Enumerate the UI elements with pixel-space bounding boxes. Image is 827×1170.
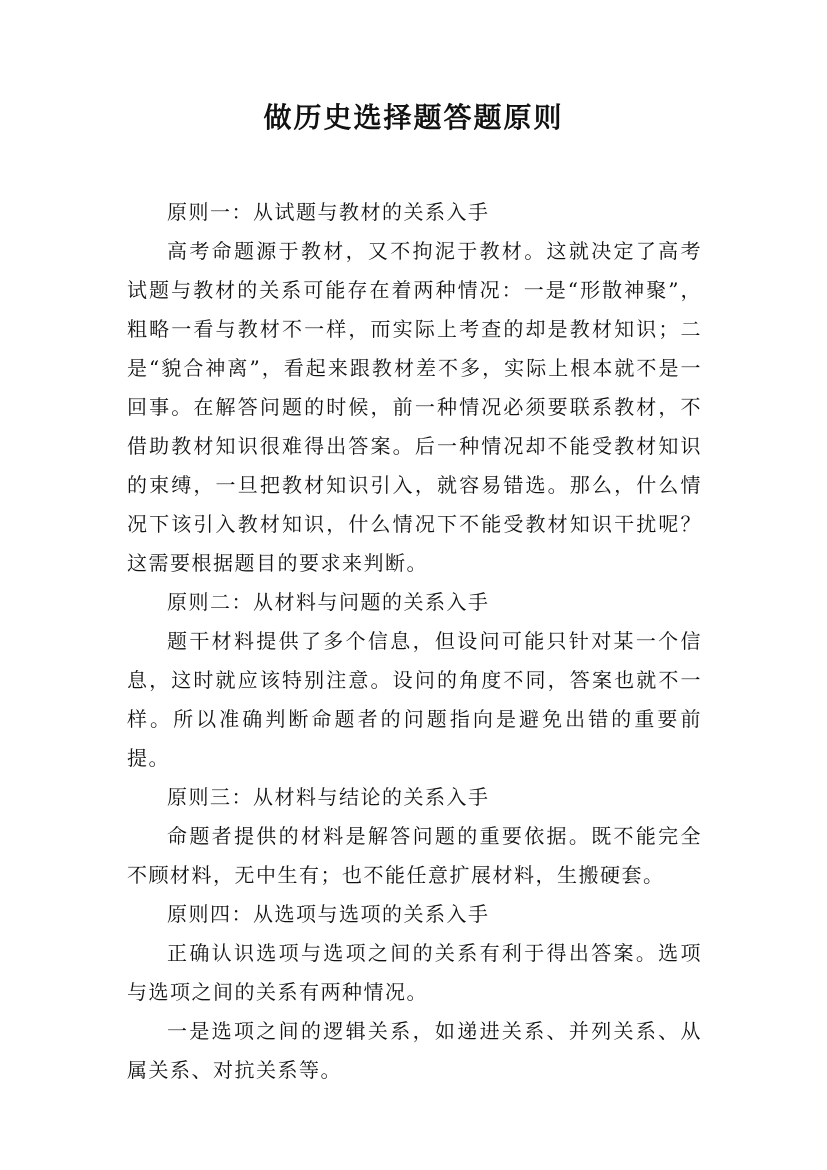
principle-1-heading: 原则一：从试题与教材的关系入手 [167, 200, 490, 224]
principle-4-text: 正确认识选项与选项之间的关系有利于得出答案。选项与选项之间的关系有两种情况。 [127, 941, 702, 1004]
document-body [127, 193, 702, 1090]
principle-2-text: 题干材料提供了多个信息，但设问可能只针对某一个信息，这时就应该特别注意。设问的角度不同，答案也就不一样。所以准确判断命题者的问题指向是避免出错的重要前提。 [127, 629, 702, 770]
document-title: 做历史选择题答题原则 [263, 101, 564, 134]
principle-3-text: 命题者提供的材料是解答问题的重要依据。既不能完全不顾材料，无中生有；也不能任意扩展材料，生搬硬套。 [127, 824, 702, 887]
principle-1-text: 高考命题源于教材，又不拘泥于教材。这就决定了高考试题与教材的关系可能存在着两种情况：一是“形散神聚”，粗略一看与教材不一样，而实际上考查的却是教材知识；二是“貌合神离”，看起来跟教材差不多，实际上根本就不是一回事。在解答问题的时候，前一种情况必须要联系教材，不借助教材知识很难得出答案。后一种情况却不能受教材知识的束缚，一旦把教材知识引入，就容易错选。那么，什么情况下该引入教材知识，什么情况下不能受教材知识干扰呢？这需要根据题目的要求来判断。 [127, 239, 702, 575]
principle-2-heading: 原则二：从材料与问题的关系入手 [167, 590, 490, 614]
principle-4-heading: 原则四：从选项与选项的关系入手 [167, 902, 490, 926]
principle-3-heading: 原则三：从材料与结论的关系入手 [167, 785, 490, 809]
principle-4-text-item-1: 一是选项之间的逻辑关系，如递进关系、并列关系、从属关系、对抗关系等。 [127, 1019, 702, 1082]
